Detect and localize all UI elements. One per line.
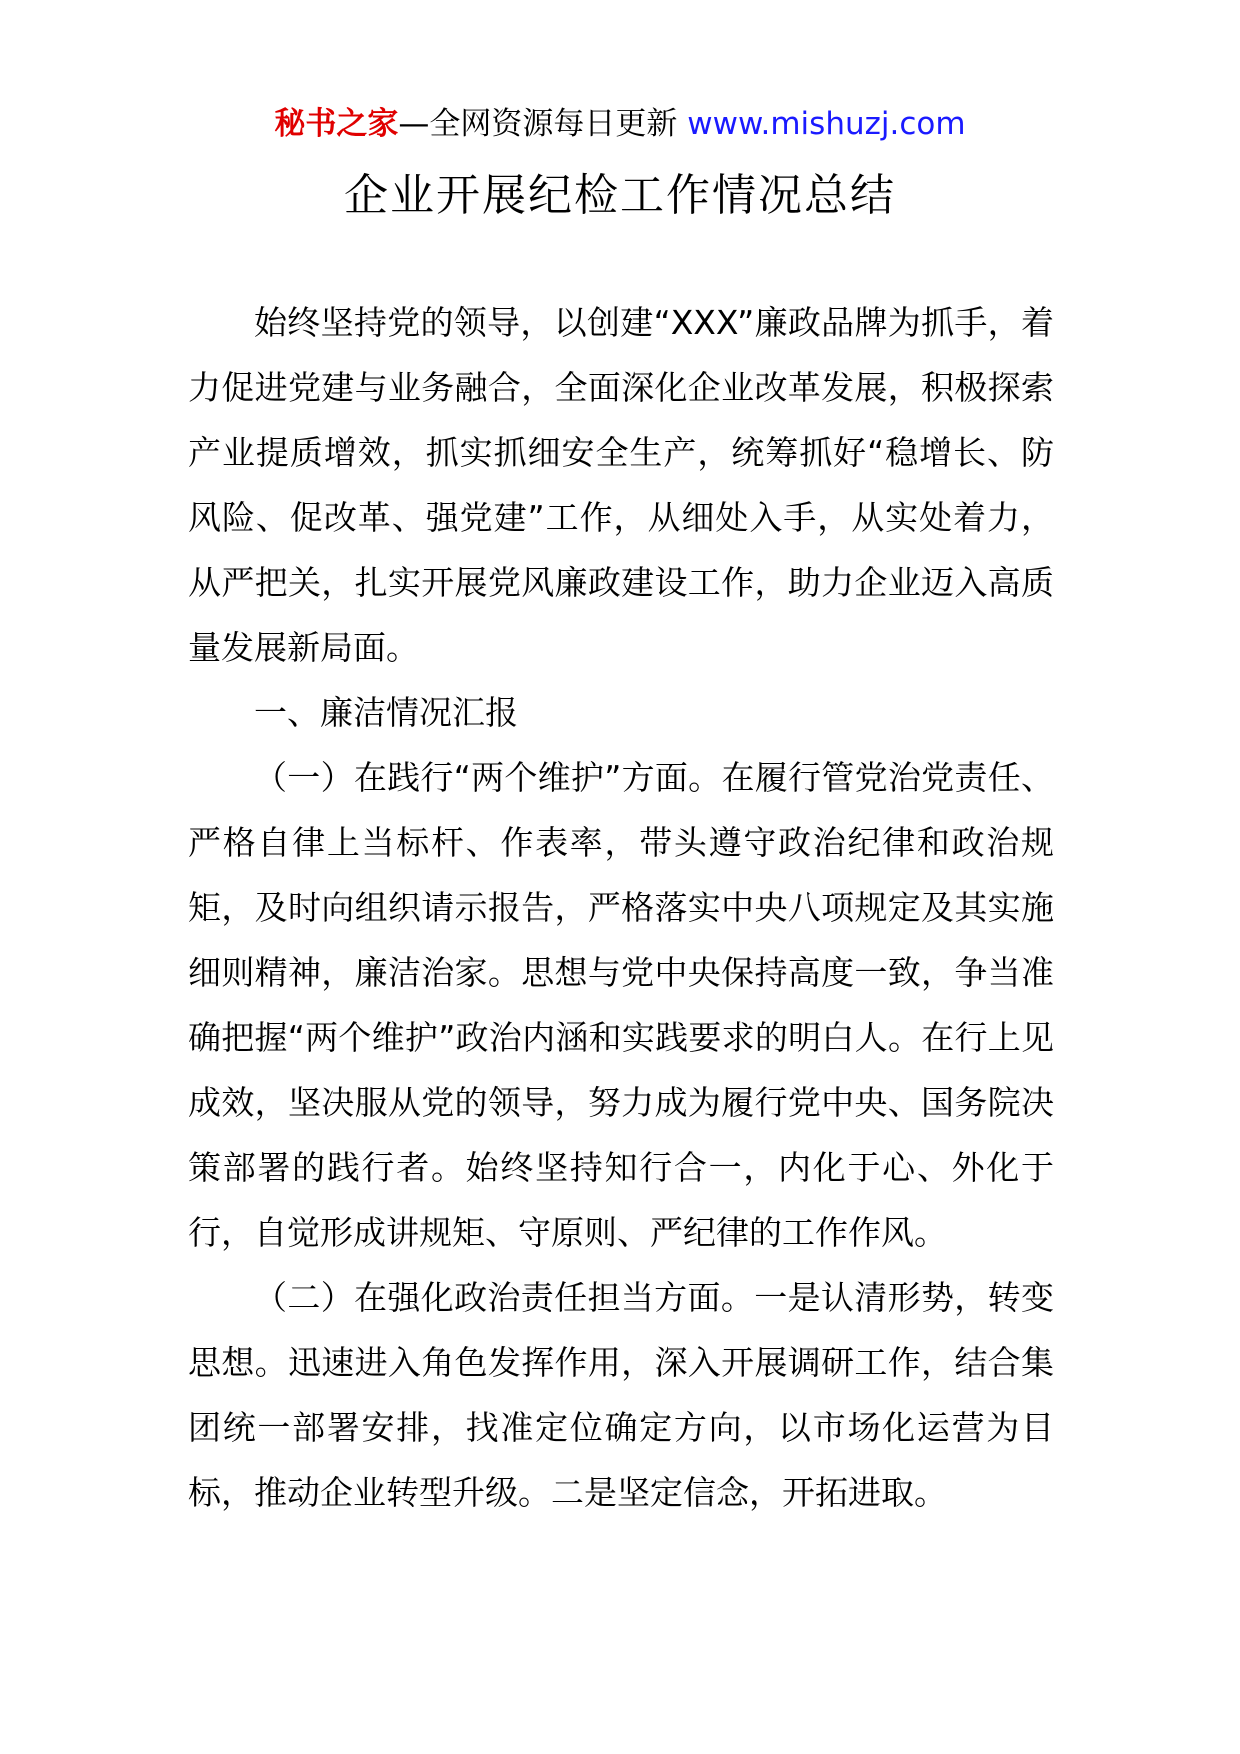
body-paragraph: （一）在践行“两个维护”方面。在履行管党治党责任、严格自律上当标杆、作表率，带头遵守政治纪律和政治规矩，及时向组织请示报告，严格落实中央八项规定及其实施细则精神，廉洁治家。思想与党中央保持高度一致，争当准确把握“两个维护”政治内涵和实践要求的明白人。在行上见成效，坚决服从党的领导，努力成为履行党中央、国务院决策部署的践行者。始终坚持知行合一，内化于心、外化于行，自觉形成讲规矩、守原则、严纪律的工作作风。: [188, 758, 1054, 1252]
site-url-link[interactable]: www.mishuzj.com: [687, 106, 966, 142]
brand-name: 秘书之家: [274, 106, 399, 142]
site-header: [0, 100, 1240, 148]
section-heading: 一、廉洁情况汇报: [254, 693, 518, 732]
document-title: 企业开展纪检工作情况总结: [344, 170, 896, 221]
body-paragraph: （二）在强化政治责任担当方面。一是认清形势，转变思想。迅速进入角色发挥作用，深入开展调研工作，结合集团统一部署安排，找准定位确定方向，以市场化运营为目标，推动企业转型升级。二是坚定信念，开拓进取。: [188, 1278, 1054, 1512]
intro-paragraph: 始终坚持党的领导，以创建“XXX”廉政品牌为抓手，着力促进党建与业务融合，全面深化企业改革发展，积极探索产业提质增效，抓实抓细安全生产，统筹抓好“稳增长、防风险、促改革、强党建”工作，从细处入手，从实处着力，从严把关，扎实开展党风廉政建设工作，助力企业迈入高质量发展新局面。: [188, 303, 1054, 667]
header-tagline: —全网资源每日更新: [398, 106, 688, 142]
document-body: [188, 290, 1054, 1525]
